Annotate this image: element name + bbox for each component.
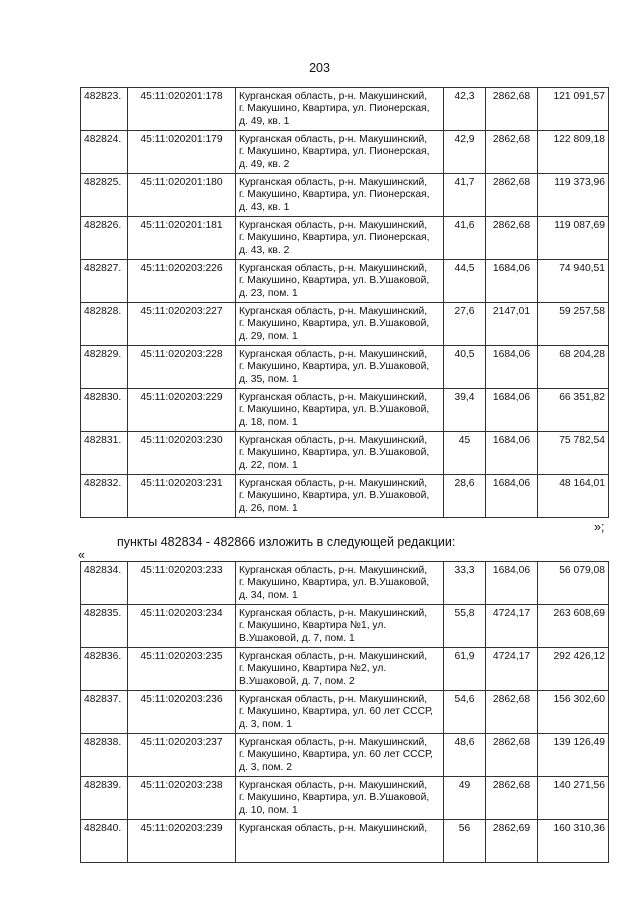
area-cell: 28,6 — [444, 475, 486, 518]
address-line: г. Макушино, Квартира, ул. Пионерская, — [239, 146, 430, 158]
table-row — [81, 88, 609, 131]
address-line: Курганская область, р-н. Макушинский, — [239, 737, 428, 748]
rate-cell: 2862,68 — [486, 174, 538, 217]
address-line: В.Ушаковой, д. 7, пом. 1 — [239, 632, 355, 644]
cadastral-number-cell: 45:11:020203:235 — [128, 648, 236, 691]
table-row — [81, 303, 609, 346]
row-number-cell: 482831. — [81, 432, 128, 475]
table-row — [81, 777, 609, 820]
rate-cell: 2862,68 — [486, 217, 538, 260]
rate-cell: 2862,68 — [486, 131, 538, 174]
address-line: Курганская область, р-н. Макушинский, — [239, 651, 428, 662]
rate-cell: 2862,68 — [486, 691, 538, 734]
address-line: г. Макушино, Квартира, ул. В.Ушаковой, — [239, 275, 430, 287]
row-number-cell: 482827. — [81, 260, 128, 303]
cadastral-value-cell: 119 373,96 — [538, 174, 609, 217]
address-line: д. 34, пом. 1 — [239, 589, 298, 601]
rate-cell: 2862,68 — [486, 734, 538, 777]
address-line: д. 49, кв. 1 — [239, 115, 290, 127]
table-row — [81, 432, 609, 475]
cadastral-number-cell: 45:11:020203:227 — [128, 303, 236, 346]
table-row — [81, 260, 609, 303]
table-row — [81, 562, 609, 605]
cadastral-number-cell: 45:11:020201:179 — [128, 131, 236, 174]
cadastral-number-cell: 45:11:020203:228 — [128, 346, 236, 389]
cadastral-number-cell: 45:11:020203:236 — [128, 691, 236, 734]
row-number-cell: 482826. — [81, 217, 128, 260]
table-row — [81, 346, 609, 389]
address-cell — [236, 389, 444, 432]
cadastral-value-cell: 263 608,69 — [538, 605, 609, 648]
address-line: д. 43, кв. 2 — [239, 244, 290, 256]
address-line: г. Макушино, Квартира, ул. В.Ушаковой, — [239, 361, 430, 373]
cadastral-value-cell: 121 091,57 — [538, 88, 609, 131]
address-cell — [236, 346, 444, 389]
row-number-cell: 482825. — [81, 174, 128, 217]
area-cell: 41,7 — [444, 174, 486, 217]
address-line: Курганская область, р-н. Макушинский, — [239, 694, 428, 705]
area-cell: 61,9 — [444, 648, 486, 691]
rate-cell: 1684,06 — [486, 432, 538, 475]
address-cell — [236, 303, 444, 346]
address-cell — [236, 820, 444, 863]
cadastral-number-cell: 45:11:020203:233 — [128, 562, 236, 605]
address-line: Курганская область, р-н. Макушинский, — [239, 263, 428, 274]
rate-cell: 4724,17 — [486, 648, 538, 691]
row-number-cell: 482839. — [81, 777, 128, 820]
address-line: Курганская область, р-н. Макушинский, — [239, 823, 428, 834]
cadastral-value-cell: 160 310,36 — [538, 820, 609, 863]
cadastral-value-cell: 56 079,08 — [538, 562, 609, 605]
area-cell: 48,6 — [444, 734, 486, 777]
address-cell — [236, 432, 444, 475]
row-number-cell: 482840. — [81, 820, 128, 863]
area-cell: 55,8 — [444, 605, 486, 648]
address-line: д. 3, пом. 2 — [239, 761, 293, 773]
address-line: г. Макушино, Квартира, ул. Пионерская, — [239, 103, 430, 115]
address-line: д. 26, пом. 1 — [239, 502, 298, 514]
address-line: д. 10, пом. 1 — [239, 804, 298, 816]
area-cell: 42,9 — [444, 131, 486, 174]
row-number-cell: 482824. — [81, 131, 128, 174]
table-row — [81, 734, 609, 777]
cadastral-number-cell: 45:11:020203:231 — [128, 475, 236, 518]
cadastral-number-cell: 45:11:020203:230 — [128, 432, 236, 475]
address-line: г. Макушино, Квартира, ул. 60 лет СССР, — [239, 706, 433, 718]
rate-cell: 2862,68 — [486, 88, 538, 131]
page-number: 203 — [309, 61, 330, 75]
registry-table-2 — [80, 561, 609, 863]
cadastral-number-cell: 45:11:020201:178 — [128, 88, 236, 131]
address-line: В.Ушаковой, д. 7, пом. 2 — [239, 675, 355, 687]
rate-cell: 1684,06 — [486, 346, 538, 389]
cadastral-value-cell: 74 940,51 — [538, 260, 609, 303]
rate-cell: 2862,68 — [486, 777, 538, 820]
table-row — [81, 217, 609, 260]
cadastral-number-cell: 45:11:020201:181 — [128, 217, 236, 260]
table-row — [81, 131, 609, 174]
row-number-cell: 482834. — [81, 562, 128, 605]
address-line: г. Макушино, Квартира №1, ул. — [239, 620, 387, 632]
address-cell — [236, 777, 444, 820]
cadastral-value-cell: 66 351,82 — [538, 389, 609, 432]
address-line: г. Макушино, Квартира №2, ул. — [239, 663, 387, 675]
rate-cell: 1684,06 — [486, 562, 538, 605]
address-line: Курганская область, р-н. Макушинский, — [239, 565, 428, 576]
address-line: Курганская область, р-н. Макушинский, — [239, 349, 428, 360]
address-cell — [236, 475, 444, 518]
area-cell: 27,6 — [444, 303, 486, 346]
address-line: Курганская область, р-н. Макушинский, — [239, 220, 428, 231]
address-cell — [236, 260, 444, 303]
address-cell — [236, 734, 444, 777]
address-line: д. 43, кв. 1 — [239, 201, 290, 213]
row-number-cell: 482832. — [81, 475, 128, 518]
cadastral-value-cell: 140 271,56 — [538, 777, 609, 820]
address-cell — [236, 131, 444, 174]
address-cell — [236, 217, 444, 260]
address-line: Курганская область, р-н. Макушинский, — [239, 392, 428, 403]
amendment-instruction: пункты 482834 - 482866 изложить в следующей редакции: — [117, 535, 456, 549]
cadastral-value-cell: 122 809,18 — [538, 131, 609, 174]
opening-quote: « — [78, 548, 85, 562]
address-line: г. Макушино, Квартира, ул. В.Ушаковой, — [239, 577, 430, 589]
area-cell: 42,3 — [444, 88, 486, 131]
table-row — [81, 691, 609, 734]
address-cell — [236, 605, 444, 648]
address-line: Курганская область, р-н. Макушинский, — [239, 306, 428, 317]
cadastral-number-cell: 45:11:020203:229 — [128, 389, 236, 432]
address-line: г. Макушино, Квартира, ул. Пионерская, — [239, 232, 430, 244]
address-line: Курганская область, р-н. Макушинский, — [239, 134, 428, 145]
address-line: г. Макушино, Квартира, ул. В.Ушаковой, — [239, 490, 430, 502]
address-line: Курганская область, р-н. Макушинский, — [239, 478, 428, 489]
area-cell: 44,5 — [444, 260, 486, 303]
rate-cell: 2147,01 — [486, 303, 538, 346]
cadastral-number-cell: 45:11:020201:180 — [128, 174, 236, 217]
table-row — [81, 475, 609, 518]
address-line: г. Макушино, Квартира, ул. В.Ушаковой, — [239, 792, 430, 804]
address-line: д. 3, пом. 1 — [239, 718, 293, 730]
row-number-cell: 482823. — [81, 88, 128, 131]
row-number-cell: 482828. — [81, 303, 128, 346]
row-number-cell: 482838. — [81, 734, 128, 777]
area-cell: 40,5 — [444, 346, 486, 389]
area-cell: 39,4 — [444, 389, 486, 432]
address-line: д. 23, пом. 1 — [239, 287, 298, 299]
cadastral-value-cell: 156 302,60 — [538, 691, 609, 734]
cadastral-value-cell: 75 782,54 — [538, 432, 609, 475]
address-line: г. Макушино, Квартира, ул. 60 лет СССР, — [239, 749, 433, 761]
address-line: д. 18, пом. 1 — [239, 416, 298, 428]
row-number-cell: 482829. — [81, 346, 128, 389]
cadastral-number-cell: 45:11:020203:234 — [128, 605, 236, 648]
area-cell: 54,6 — [444, 691, 486, 734]
address-line: д. 22, пом. 1 — [239, 459, 298, 471]
address-cell — [236, 88, 444, 131]
cadastral-value-cell: 68 204,28 — [538, 346, 609, 389]
address-line: г. Макушино, Квартира, ул. В.Ушаковой, — [239, 447, 430, 459]
area-cell: 56 — [444, 820, 486, 863]
address-line: Курганская область, р-н. Макушинский, — [239, 435, 428, 446]
area-cell: 45 — [444, 432, 486, 475]
row-number-cell: 482835. — [81, 605, 128, 648]
address-line: д. 49, кв. 2 — [239, 158, 290, 170]
cadastral-number-cell: 45:11:020203:239 — [128, 820, 236, 863]
table-row — [81, 174, 609, 217]
address-line: Курганская область, р-н. Макушинский, — [239, 608, 428, 619]
address-line: г. Макушино, Квартира, ул. В.Ушаковой, — [239, 404, 430, 416]
address-line: г. Макушино, Квартира, ул. Пионерская, — [239, 189, 430, 201]
table-row — [81, 820, 609, 863]
closing-quote: »; — [594, 520, 605, 534]
cadastral-value-cell: 48 164,01 — [538, 475, 609, 518]
address-line: Курганская область, р-н. Макушинский, — [239, 91, 428, 102]
address-line: г. Макушино, Квартира, ул. В.Ушаковой, — [239, 318, 430, 330]
cadastral-number-cell: 45:11:020203:237 — [128, 734, 236, 777]
row-number-cell: 482830. — [81, 389, 128, 432]
table-row — [81, 605, 609, 648]
address-cell — [236, 691, 444, 734]
cadastral-value-cell: 119 087,69 — [538, 217, 609, 260]
rate-cell: 2862,69 — [486, 820, 538, 863]
row-number-cell: 482836. — [81, 648, 128, 691]
area-cell: 49 — [444, 777, 486, 820]
cadastral-value-cell: 59 257,58 — [538, 303, 609, 346]
rate-cell: 4724,17 — [486, 605, 538, 648]
area-cell: 41,6 — [444, 217, 486, 260]
address-cell — [236, 562, 444, 605]
table-row — [81, 389, 609, 432]
address-cell — [236, 174, 444, 217]
cadastral-number-cell: 45:11:020203:226 — [128, 260, 236, 303]
address-line: Курганская область, р-н. Макушинский, — [239, 177, 428, 188]
area-cell: 33,3 — [444, 562, 486, 605]
rate-cell: 1684,06 — [486, 475, 538, 518]
rate-cell: 1684,06 — [486, 389, 538, 432]
cadastral-value-cell: 139 126,49 — [538, 734, 609, 777]
registry-table-1 — [80, 87, 609, 518]
rate-cell: 1684,06 — [486, 260, 538, 303]
cadastral-number-cell: 45:11:020203:238 — [128, 777, 236, 820]
table-row — [81, 648, 609, 691]
address-line: Курганская область, р-н. Макушинский, — [239, 780, 428, 791]
address-line: д. 35, пом. 1 — [239, 373, 298, 385]
address-line: д. 29, пом. 1 — [239, 330, 298, 342]
row-number-cell: 482837. — [81, 691, 128, 734]
address-cell — [236, 648, 444, 691]
cadastral-value-cell: 292 426,12 — [538, 648, 609, 691]
